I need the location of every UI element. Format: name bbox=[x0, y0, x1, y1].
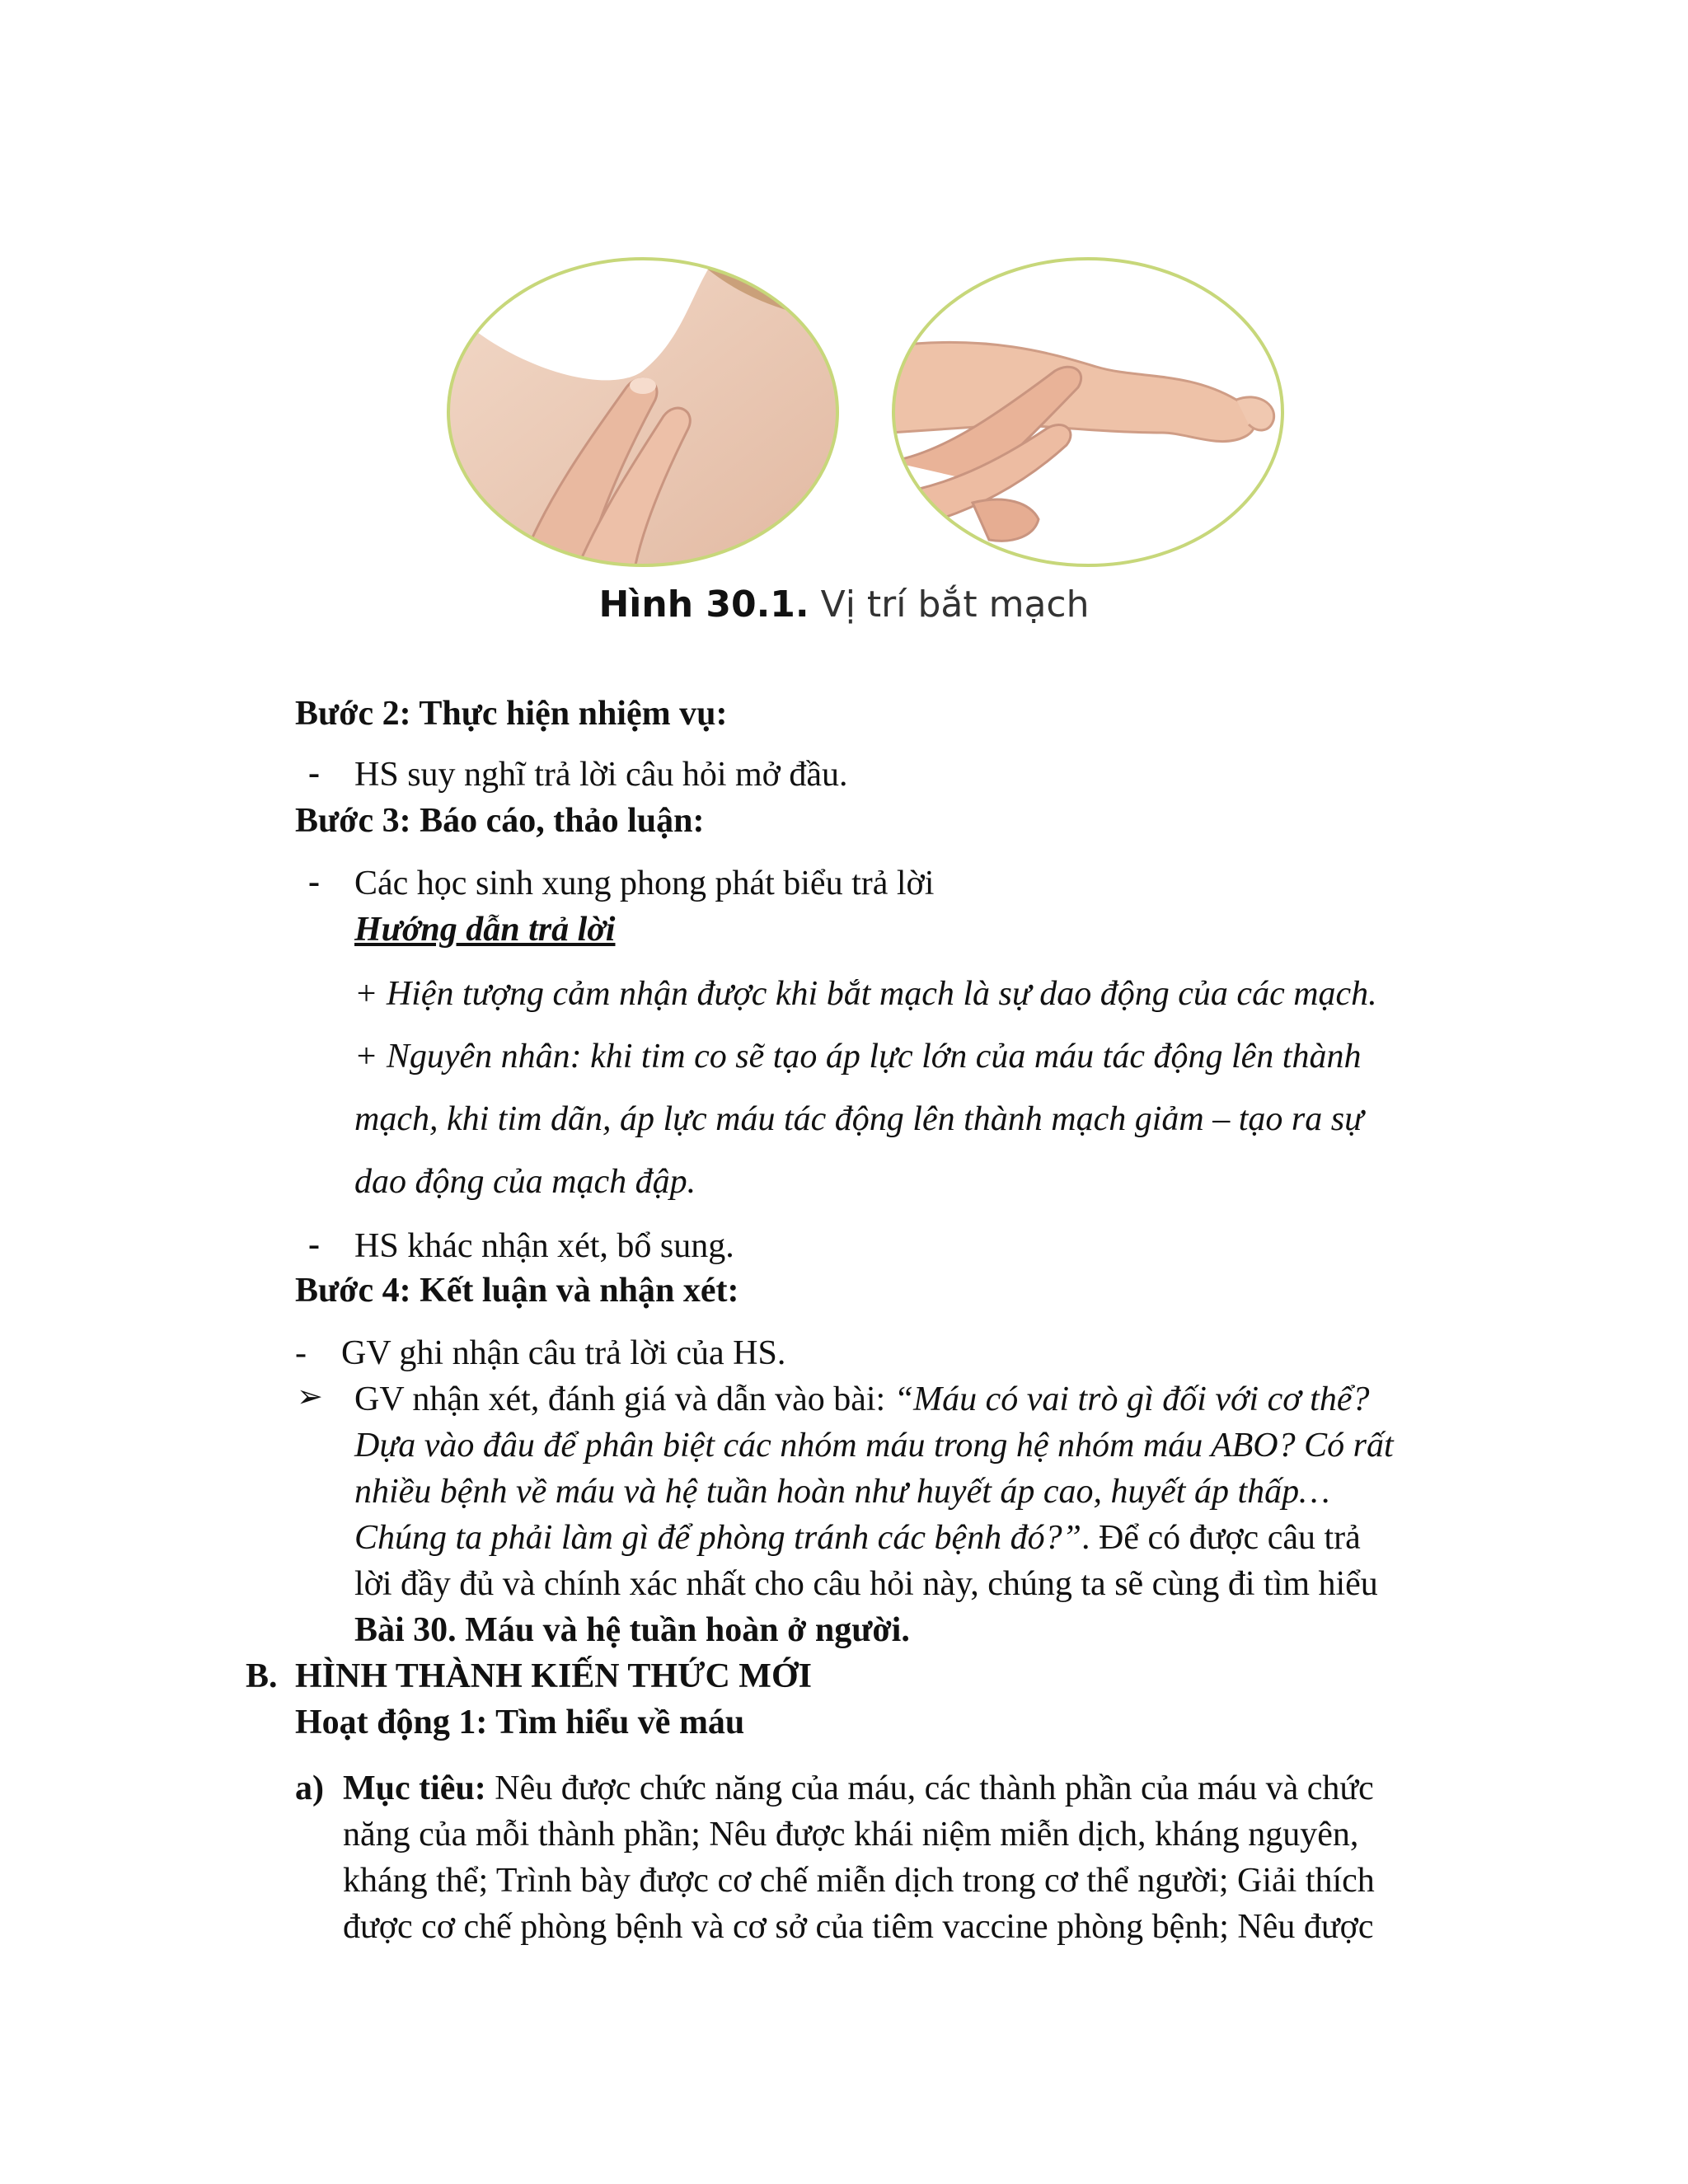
step4-item-2-prefix: GV nhận xét, đánh giá và dẫn vào bài: bbox=[354, 1380, 894, 1418]
dash-marker: - bbox=[308, 1226, 320, 1263]
step2-item-1: HS suy nghĩ trả lời câu hỏi mở đầu. bbox=[354, 756, 848, 794]
step4-item-2-line-1 bbox=[354, 1376, 1369, 1422]
step4-question-2: Dựa vào đâu để phân biệt các nhóm máu trong hệ nhóm máu ABO? Có rất bbox=[354, 1427, 1394, 1465]
section-b-label: B. bbox=[246, 1657, 278, 1695]
wrist-pulse-image bbox=[890, 255, 1286, 569]
pulse-figure bbox=[445, 255, 1286, 569]
step4-item-2-tail: . Để có được câu trả bbox=[1081, 1519, 1361, 1557]
step4-item-1: GV ghi nhận câu trả lời của HS. bbox=[341, 1334, 786, 1372]
caption-text: Vị trí bắt mạch bbox=[809, 583, 1090, 626]
answer-2-line-2: mạch, khi tim dãn, áp lực máu tác động lên thành mạch giảm – tạo ra sự bbox=[354, 1100, 1364, 1138]
answer-2-line-3: dao động của mạch đập. bbox=[354, 1163, 696, 1201]
objective-line-3: kháng thể; Trình bày được cơ chế miễn dịch trong cơ thể người; Giải thích bbox=[343, 1862, 1375, 1900]
neck-pulse-image bbox=[445, 255, 841, 569]
step4-item-2-line-4 bbox=[354, 1515, 1361, 1561]
dash-marker: - bbox=[308, 863, 320, 901]
objective-line-1 bbox=[343, 1765, 1374, 1811]
objective-title: Mục tiêu: bbox=[343, 1769, 486, 1807]
step3-item-2: HS khác nhận xét, bổ sung. bbox=[354, 1227, 734, 1265]
section-b-title: HÌNH THÀNH KIẾN THỨC MỚI bbox=[295, 1657, 812, 1695]
objective-text-1: Nêu được chức năng của máu, các thành phần của máu và chức bbox=[485, 1769, 1374, 1807]
answer-1: + Hiện tượng cảm nhận được khi bắt mạch là sự dao động của các mạch. bbox=[354, 975, 1377, 1013]
caption-number: Hình 30.1. bbox=[598, 583, 809, 626]
figure-caption bbox=[0, 583, 1688, 626]
lesson-title: Bài 30. Máu và hệ tuần hoàn ở người. bbox=[354, 1611, 910, 1649]
step3-heading: Bước 3: Báo cáo, thảo luận: bbox=[295, 802, 705, 840]
step4-question-1: “Máu có vai trò gì đối với cơ thể? bbox=[893, 1380, 1370, 1418]
arrow-bullet-icon: ➢ bbox=[297, 1378, 323, 1414]
dash-marker: - bbox=[308, 754, 320, 792]
activity-1-heading: Hoạt động 1: Tìm hiểu về máu bbox=[295, 1704, 745, 1741]
step2-heading: Bước 2: Thực hiện nhiệm vụ: bbox=[295, 695, 728, 733]
step4-item-2-line-5: lời đầy đủ và chính xác nhất cho câu hỏi này, chúng ta sẽ cùng đi tìm hiểu bbox=[354, 1565, 1378, 1603]
objective-line-4: được cơ chế phòng bệnh và cơ sở của tiêm vaccine phòng bệnh; Nêu được bbox=[343, 1908, 1374, 1946]
dash-marker: - bbox=[295, 1334, 307, 1372]
step4-heading: Bước 4: Kết luận và nhận xét: bbox=[295, 1272, 739, 1310]
step3-item-1: Các học sinh xung phong phát biểu trả lời bbox=[354, 865, 935, 902]
step4-question-4: Chúng ta phải làm gì để phòng tránh các bệnh đó?” bbox=[354, 1519, 1081, 1557]
guide-title: Hướng dẫn trả lời bbox=[354, 911, 616, 949]
step4-question-3: nhiều bệnh về máu và hệ tuần hoàn như huyết áp cao, huyết áp thấp… bbox=[354, 1473, 1330, 1511]
objective-line-2: năng của mỗi thành phần; Nêu được khái niệm miễn dịch, kháng nguyên, bbox=[343, 1816, 1359, 1854]
answer-2-line-1: + Nguyên nhân: khi tim co sẽ tạo áp lực lớn của máu tác động lên thành bbox=[354, 1038, 1362, 1076]
objective-label: a) bbox=[295, 1769, 324, 1807]
